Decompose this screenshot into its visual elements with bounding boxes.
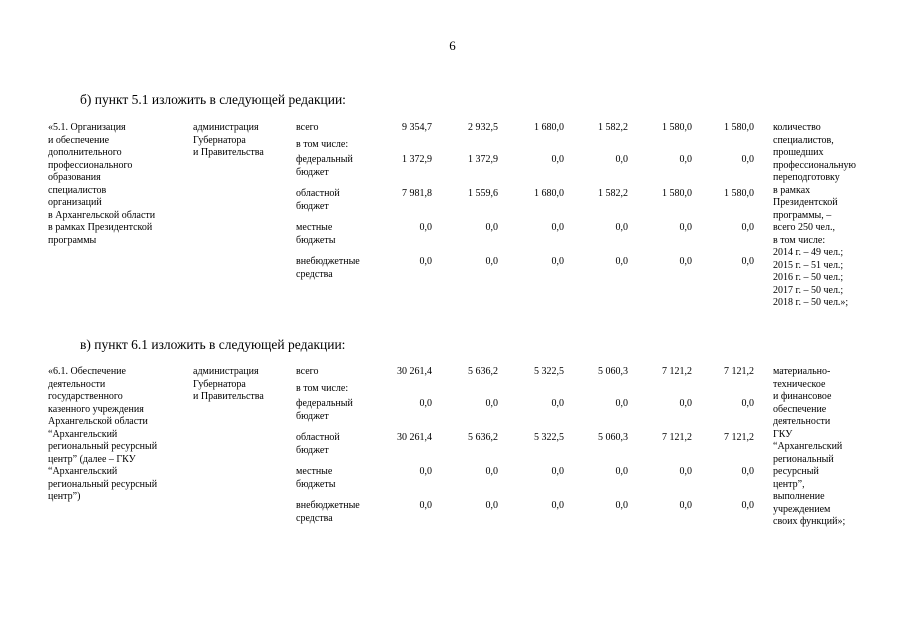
funding-source-line: в том числе:	[296, 139, 349, 150]
funding-value: 5 060,3	[598, 366, 628, 377]
funding-value: 0,0	[741, 154, 754, 165]
funding-value: 7 121,2	[724, 432, 754, 443]
funding-source-line: бюджет	[296, 444, 329, 456]
funding-value: 0,0	[679, 398, 692, 409]
funding-value: 0,0	[615, 500, 628, 511]
section-heading-c: в) пункт 6.1 изложить в следующей редакции:	[80, 337, 346, 352]
funding-value: 7 121,2	[662, 432, 692, 443]
funding-value: 0,0	[615, 398, 628, 409]
funding-value: 0,0	[551, 466, 564, 477]
funding-source-line: бюджет	[296, 200, 329, 212]
section-heading-b: б) пункт 5.1 изложить в следующей редакции:	[80, 92, 346, 107]
funding-value: 0,0	[485, 398, 498, 409]
funding-source-line: внебюджетные	[296, 500, 360, 511]
expected-result-line: специалистов,	[773, 134, 834, 146]
expected-result-line: программы, –	[773, 209, 832, 221]
expected-result-line: учреждением	[773, 503, 831, 515]
funding-value: 0,0	[551, 398, 564, 409]
funding-value: 7 121,2	[724, 366, 754, 377]
expected-result-line: ГКУ	[773, 428, 793, 440]
expected-result-line: своих функций»;	[773, 516, 846, 527]
funding-value: 1 680,0	[534, 122, 564, 133]
program-name-line: деятельности	[48, 378, 106, 390]
expected-result-line: 2016 г. – 50 чел.;	[773, 272, 844, 283]
funding-value: 0,0	[419, 222, 432, 233]
funding-value: 1 582,2	[598, 188, 628, 199]
funding-value: 0,0	[551, 256, 564, 267]
funding-source-line: внебюджетные	[296, 256, 360, 267]
funding-value: 0,0	[741, 500, 754, 511]
funding-value: 0,0	[679, 466, 692, 477]
executor-line: и Правительства	[193, 391, 264, 402]
funding-source-line: федеральный	[296, 154, 353, 165]
funding-value: 9 354,7	[402, 122, 432, 133]
funding-value: 0,0	[741, 398, 754, 409]
funding-value: 0,0	[419, 398, 432, 409]
program-name-line: “Архангельский	[48, 466, 118, 477]
expected-result-line: 2015 г. – 51 чел.;	[773, 259, 844, 271]
funding-value: 1 372,9	[402, 154, 432, 165]
expected-result-line: в рамках	[773, 184, 811, 196]
funding-value: 1 559,6	[468, 188, 498, 199]
funding-value: 0,0	[679, 222, 692, 233]
expected-result	[773, 366, 883, 529]
expected-result-line: прошедших	[773, 147, 824, 158]
program-name	[48, 366, 188, 504]
program-name-line: и обеспечение	[48, 134, 110, 146]
funding-value: 0,0	[615, 466, 628, 477]
funding-source	[296, 139, 384, 152]
funding-value: 0,0	[485, 500, 498, 511]
expected-result-line: в том числе:	[773, 234, 826, 246]
funding-source-line: средства	[296, 268, 333, 280]
funding-value: 0,0	[741, 256, 754, 267]
expected-result-line: “Архангельский	[773, 441, 843, 452]
expected-result	[773, 122, 883, 310]
funding-value: 0,0	[615, 222, 628, 233]
funding-value: 0,0	[551, 222, 564, 233]
funding-value: 0,0	[679, 154, 692, 165]
expected-result-line: 2018 г. – 50 чел.»;	[773, 297, 849, 308]
funding-source-line: средства	[296, 512, 333, 524]
program-name-line: программы	[48, 234, 97, 246]
executor-line: администрация	[193, 366, 259, 377]
funding-value: 5 636,2	[468, 366, 498, 377]
funding-source	[296, 222, 384, 247]
program-name-line: региональный ресурсный	[48, 441, 158, 452]
funding-value: 0,0	[615, 154, 628, 165]
funding-source	[296, 188, 384, 213]
funding-source-line: бюджет	[296, 166, 329, 178]
funding-value: 1 582,2	[598, 122, 628, 133]
program-name-line: региональный ресурсный	[48, 478, 158, 490]
funding-source-line: всего	[296, 366, 319, 377]
program-name-line: в рамках Президентской	[48, 222, 153, 233]
program-name-line: образования	[48, 172, 101, 183]
program-name-line: Архангельской области	[48, 416, 148, 427]
funding-value: 0,0	[419, 466, 432, 477]
funding-source-line: бюджеты	[296, 234, 336, 246]
funding-value: 5 060,3	[598, 432, 628, 443]
funding-value: 0,0	[485, 256, 498, 267]
expected-result-line: деятельности	[773, 416, 831, 427]
program-name-line: профессионального	[48, 159, 133, 171]
program-name-line: организаций	[48, 197, 102, 208]
funding-source-line: местные	[296, 466, 333, 477]
expected-result-line: Президентской	[773, 197, 838, 208]
funding-value: 0,0	[485, 222, 498, 233]
funding-source	[296, 366, 384, 379]
program-name	[48, 122, 188, 247]
funding-source-line: местные	[296, 222, 333, 233]
funding-value: 0,0	[615, 256, 628, 267]
expected-result-line: ресурсный	[773, 466, 819, 477]
program-name-line: в Архангельской области	[48, 209, 156, 221]
page-number: 6	[449, 38, 456, 53]
executor-line: Губернатора	[193, 378, 246, 390]
program-name-line: государственного	[48, 391, 123, 402]
funding-value: 0,0	[679, 500, 692, 511]
funding-value: 1 580,0	[662, 188, 692, 199]
program-name-line: казенного учреждения	[48, 403, 144, 415]
program-name-line: “Архангельский	[48, 428, 118, 440]
expected-result-line: региональный	[773, 453, 834, 465]
funding-value: 30 261,4	[397, 432, 432, 443]
program-name-line: «6.1. Обеспечение	[48, 366, 126, 377]
program-name-line: центр” (далее – ГКУ	[48, 453, 136, 465]
funding-source-line: всего	[296, 122, 319, 133]
funding-value: 0,0	[741, 466, 754, 477]
funding-value: 1 372,9	[468, 154, 498, 165]
funding-value: 1 580,0	[724, 188, 754, 199]
funding-source	[296, 256, 384, 281]
funding-value: 7 981,8	[402, 188, 432, 199]
expected-result-line: переподготовку	[773, 172, 840, 183]
program-name-line: «5.1. Организация	[48, 122, 126, 133]
funding-value: 7 121,2	[662, 366, 692, 377]
funding-source-line: бюджет	[296, 410, 329, 422]
funding-source	[296, 154, 384, 179]
expected-result-line: центр”,	[773, 478, 805, 490]
funding-value: 0,0	[419, 500, 432, 511]
funding-source-line: бюджеты	[296, 478, 336, 490]
funding-source	[296, 432, 384, 457]
funding-value: 0,0	[679, 256, 692, 267]
program-name-line: специалистов	[48, 184, 107, 196]
expected-result-line: 2014 г. – 49 чел.;	[773, 247, 844, 258]
funding-value: 0,0	[551, 500, 564, 511]
funding-source	[296, 383, 384, 396]
funding-source	[296, 398, 384, 423]
expected-result-line: 2017 г. – 50 чел.;	[773, 284, 844, 296]
funding-value: 1 680,0	[534, 188, 564, 199]
funding-source	[296, 466, 384, 491]
funding-source-line: в том числе:	[296, 383, 349, 394]
program-name-line: центр”)	[48, 491, 81, 502]
funding-value: 1 580,0	[662, 122, 692, 133]
funding-source	[296, 500, 384, 525]
funding-value: 0,0	[741, 222, 754, 233]
funding-source-line: федеральный	[296, 398, 353, 409]
executor	[193, 366, 288, 404]
funding-source-line: областной	[296, 432, 340, 443]
expected-result-line: материально-	[773, 366, 831, 377]
program-name-line: дополнительного	[48, 147, 122, 158]
funding-source	[296, 122, 384, 135]
expected-result-line: обеспечение	[773, 403, 827, 415]
funding-value: 0,0	[485, 466, 498, 477]
funding-value: 2 932,5	[468, 122, 498, 133]
funding-value: 30 261,4	[397, 366, 432, 377]
executor-line: и Правительства	[193, 147, 264, 158]
executor-line: администрация	[193, 122, 259, 133]
funding-value: 0,0	[419, 256, 432, 267]
expected-result-line: и финансовое	[773, 391, 832, 402]
expected-result-line: количество	[773, 122, 821, 133]
funding-value: 5 636,2	[468, 432, 498, 443]
funding-value: 1 580,0	[724, 122, 754, 133]
expected-result-line: профессиональную	[773, 159, 856, 171]
funding-value: 0,0	[551, 154, 564, 165]
funding-value: 5 322,5	[534, 366, 564, 377]
funding-source-line: областной	[296, 188, 340, 199]
expected-result-line: всего 250 чел.,	[773, 222, 835, 233]
executor-line: Губернатора	[193, 134, 246, 146]
funding-value: 5 322,5	[534, 432, 564, 443]
expected-result-line: техническое	[773, 378, 826, 390]
executor	[193, 122, 288, 160]
expected-result-line: выполнение	[773, 491, 825, 502]
